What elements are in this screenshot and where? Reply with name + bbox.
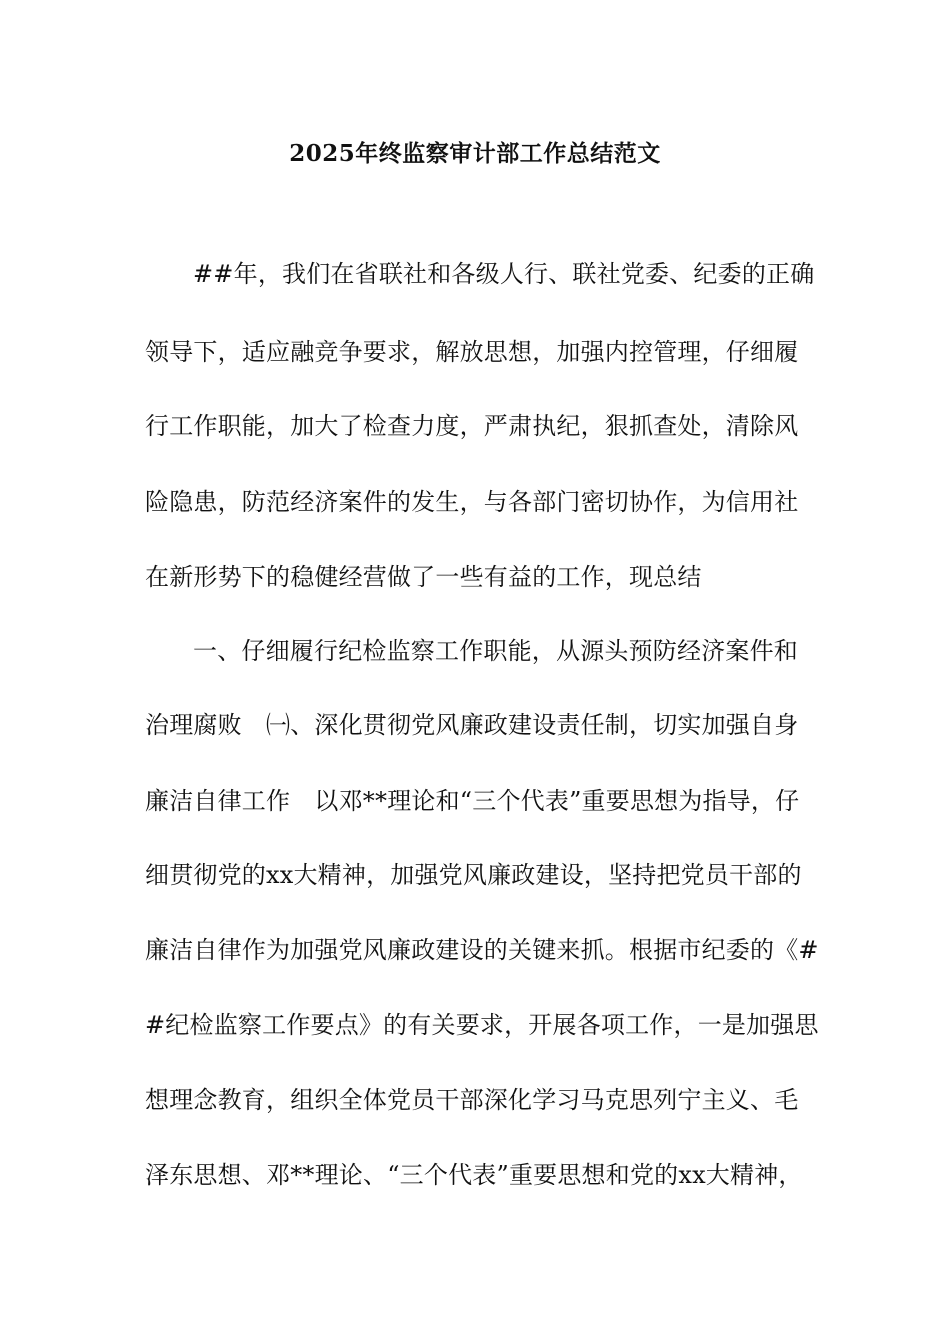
section-heading-line: 一、仔细履行纪检监察工作职能，从源头预防经济案件和 [193,637,798,665]
paragraph-line: 廉洁自律作为加强党风廉政建设的关键来抓。根据市纪委的《# [145,936,819,964]
paragraph-line: ##年，我们在省联社和各级人行、联社党委、纪委的正确 [193,260,815,288]
paragraph-line: 治理腐败 ㈠、深化贯彻党风廉政建设责任制，切实加强自身 [145,711,799,739]
paragraph-line: 险隐患，防范经济案件的发生，与各部门密切协作，为信用社 [145,488,799,516]
document-title: 2025年终监察审计部工作总结范文 [289,140,661,167]
paragraph-line: 行工作职能，加大了检查力度，严肃执纪，狠抓查处，清除风 [145,412,799,440]
paragraph-line: 细贯彻党的xx大精神，加强党风廉政建设，坚持把党员干部的 [145,861,802,889]
paragraph-line: 领导下，适应融竞争要求，解放思想，加强内控管理，仔细履 [145,338,799,366]
paragraph-line: #纪检监察工作要点》的有关要求，开展各项工作，一是加强思 [145,1011,819,1039]
paragraph-line: 廉洁自律工作 以邓**理论和“三个代表”重要思想为指导，仔 [145,787,800,815]
paragraph-line: 想理念教育，组织全体党员干部深化学习马克思列宁主义、毛 [145,1086,799,1114]
paragraph-line: 在新形势下的稳健经营做了一些有益的工作，现总结 [145,563,702,591]
paragraph-line: 泽东思想、邓**理论、“三个代表”重要思想和党的xx大精神， [145,1161,803,1189]
